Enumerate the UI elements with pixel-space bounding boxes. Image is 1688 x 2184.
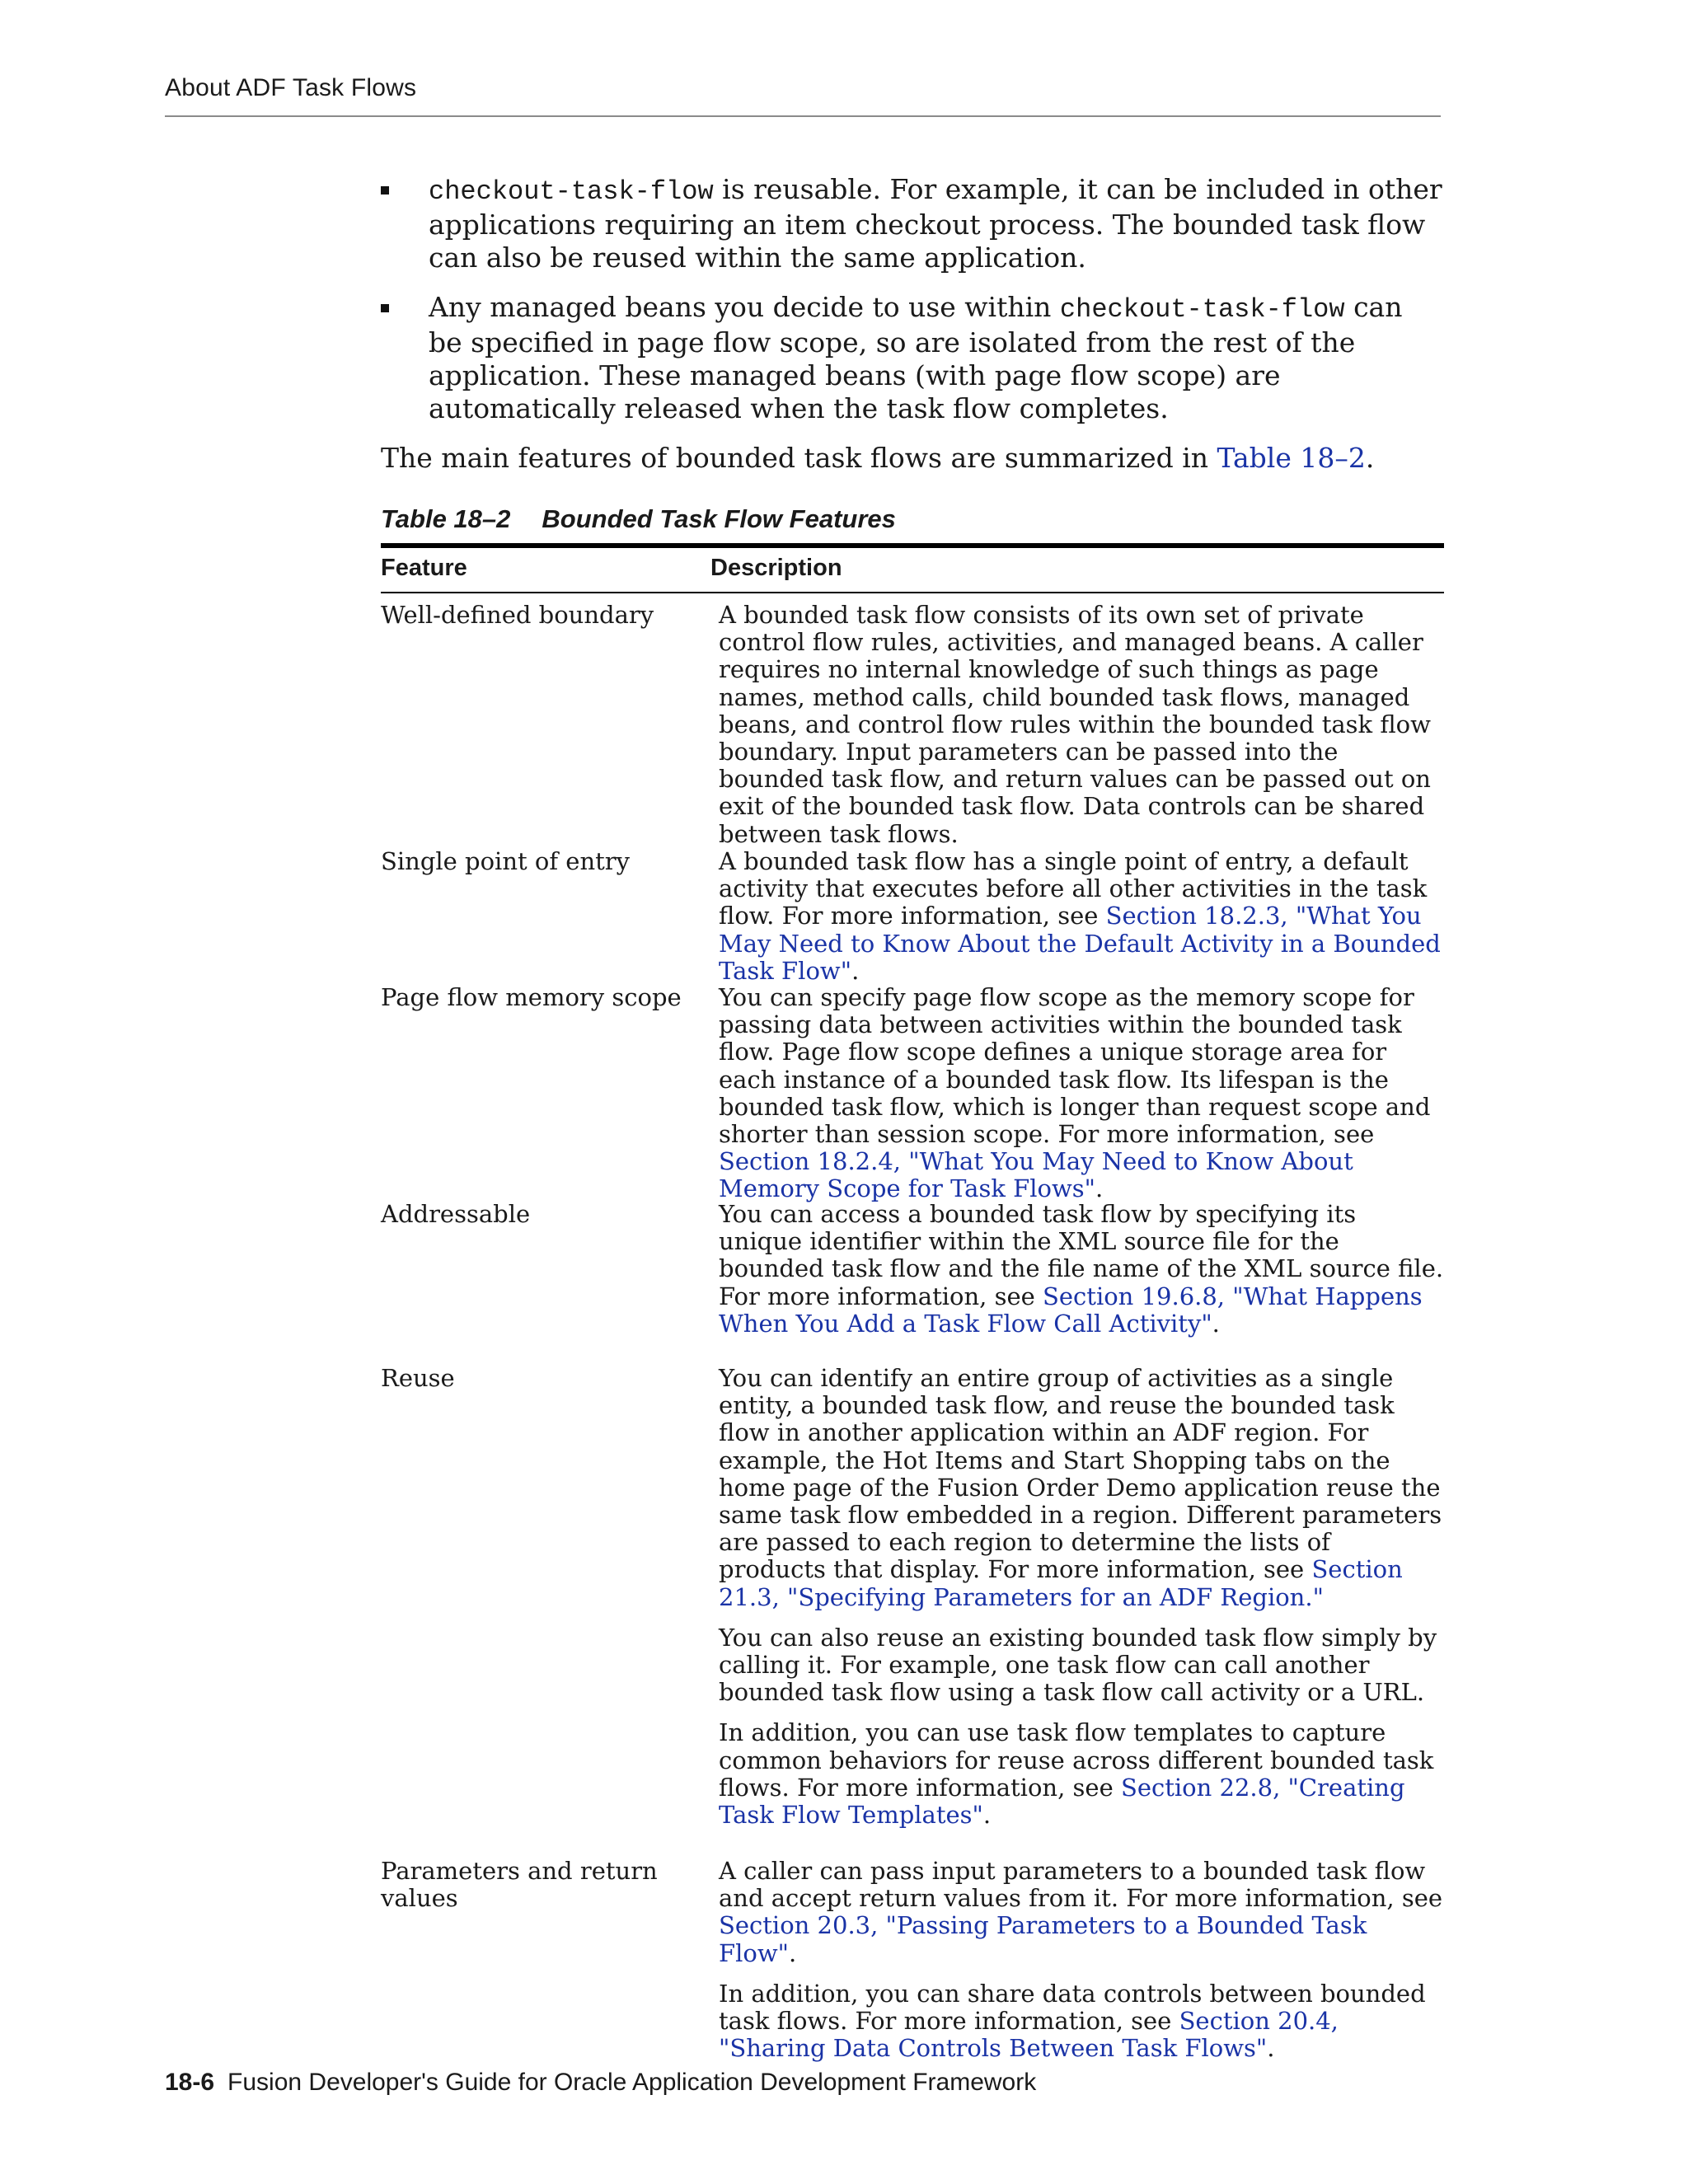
main-content — [381, 173, 1444, 475]
feature-cell: Parameters and return values — [381, 1857, 658, 1912]
page-footer — [165, 2069, 1036, 2097]
table-row — [381, 1201, 1444, 1358]
description-paragraph: A bounded task flow consists of its own set of private control flow rules, activities, and managed beans. A caller requires no internal knowledge of such things as page names, method calls, child bounded task flows, managed beans, and control flow rules within the bounded task flow boundary. Input parameters can be passed into the bounded task flow, and return values can be passed out on exit of the bounded task flow. Data controls can be shared between task flows. — [719, 601, 1431, 848]
bullet-1-text: is reusable. For example, it can be included in other applications requiring an item checkout process. The bounded task flow can also be reused within the same application. — [429, 173, 1442, 274]
feature-cell: Well-defined boundary — [381, 601, 654, 629]
description-cell — [719, 1201, 1444, 1358]
section-18-2-3-link[interactable]: Section 18.2.3, "What You May Need to Know About the Default Activity in a Bounded Task Flow" — [719, 902, 1441, 985]
code-checkout-task-flow: checkout-task-flow — [429, 176, 714, 207]
code-checkout-task-flow: checkout-task-flow — [1059, 294, 1345, 325]
section-20-3-link[interactable]: Section 20.3, "Passing Parameters to a Bounded Task Flow" — [719, 1911, 1367, 1967]
running-header: About ADF Task Flows — [165, 74, 417, 101]
table-header-rule — [381, 592, 1444, 593]
description-text: A bounded task flow has a single point of entry, a default activity that executes before all other activities in the task flow. For more information, see — [719, 847, 1428, 930]
header-rule — [165, 115, 1441, 117]
intro-paragraph — [381, 442, 1444, 475]
description-paragraph — [719, 1719, 1444, 1829]
bullet-2-text-before: Any managed beans you decide to use within — [429, 291, 1060, 323]
intro-text: The main features of bounded task flows are summarized in — [381, 442, 1217, 474]
page-number: 18-6 — [165, 2069, 215, 2096]
description-paragraph — [719, 1201, 1444, 1338]
table-caption-number: Table 18–2 — [381, 504, 511, 533]
description-end: . — [1267, 2034, 1275, 2063]
description-end: . — [851, 956, 860, 985]
feature-cell: Page flow memory scope — [381, 983, 682, 1011]
description-text: You can access a bounded task flow by specifying its unique identifier within the XML source file for the bounded task flow and the file name of the XML source file. For more information, see — [719, 1200, 1444, 1310]
description-cell — [719, 1857, 1444, 2063]
description-end: . — [789, 1938, 797, 1967]
table-18-2-link[interactable]: Table 18–2 — [1217, 442, 1366, 474]
table-body — [381, 601, 1444, 2063]
table-row — [381, 1365, 1444, 1851]
bullet-list — [381, 173, 1444, 425]
section-19-6-8-link[interactable]: Section 19.6.8, "What Happens When You Add a Task Flow Call Activity" — [719, 1282, 1423, 1338]
description-cell — [719, 1365, 1444, 1851]
description-paragraph — [719, 848, 1444, 985]
bullet-2-text-after: can be specified in page flow scope, so are isolated from the rest of the application. These managed beans (with page flow scope) are automatically released when the task flow completes. — [429, 291, 1403, 424]
table-caption — [381, 504, 896, 534]
description-end: . — [982, 1801, 992, 1830]
description-text: You can identify an entire group of activities as a single entity, a bounded task flow, and reuse the bounded task flow in another application within an ADF region. For example, the Hot Items and Start Shopping tabs on the home page of the Fusion Order Demo application reuse the same task flow embedded in a region. Different parameters are passed to each region to determine the lists of products that display. For more information, see — [719, 1364, 1442, 1584]
table-row — [381, 601, 1444, 848]
table-row — [381, 847, 1444, 985]
section-18-2-4-link[interactable]: Section 18.2.4, "What You May Need to Know About Memory Scope for Task Flows" — [719, 1147, 1353, 1203]
description-end: . — [1095, 1174, 1104, 1203]
square-bullet-icon — [381, 304, 389, 312]
description-paragraph: You can also reuse an existing bounded task flow simply by calling it. For example, one task flow can call another bounded task flow using a task flow call activity or a URL. — [719, 1623, 1437, 1707]
table-row — [381, 983, 1444, 1203]
book-title: Fusion Developer's Guide for Oracle Application Development Framework — [227, 2069, 1037, 2096]
description-paragraph — [719, 1365, 1444, 1611]
table-top-rule — [381, 543, 1444, 548]
description-cell — [719, 601, 1444, 848]
description-paragraph — [719, 984, 1444, 1203]
bullet-item-1 — [381, 173, 1444, 274]
description-paragraph — [719, 1858, 1444, 1967]
section-21-3-link[interactable]: Section 21.3, "Specifying Parameters for an ADF Region." — [719, 1555, 1403, 1611]
column-header-description: Description — [710, 555, 842, 581]
description-end: . — [1212, 1309, 1220, 1338]
description-cell — [719, 983, 1444, 1203]
feature-cell: Addressable — [381, 1200, 531, 1228]
table-row — [381, 1857, 1444, 2063]
square-bullet-icon — [381, 186, 389, 194]
description-text: In addition, you can use task flow templates to capture common behaviors for reuse across different bounded task flows. For more information, see — [719, 1718, 1434, 1802]
section-22-8-link[interactable]: Section 22.8, "Creating Task Flow Templates" — [719, 1773, 1405, 1830]
description-paragraph — [719, 1980, 1444, 2063]
description-text: A caller can pass input parameters to a bounded task flow and accept return values from it. For more information, see — [719, 1857, 1443, 1913]
description-text: You can specify page flow scope as the memory scope for passing data between activities within the bounded task flow. Page flow scope defines a unique storage area for each instance of a bounded task flow. Its lifespan is the bounded task flow, which is longer than request scope and shorter than session scope. For more information, see — [719, 983, 1431, 1149]
feature-cell: Reuse — [381, 1364, 455, 1392]
bullet-item-2 — [381, 291, 1444, 425]
intro-end: . — [1365, 442, 1375, 474]
section-20-4-link[interactable]: Section 20.4, "Sharing Data Controls Between Task Flows" — [719, 2007, 1339, 2063]
table-header-row — [381, 550, 1444, 589]
column-header-feature: Feature — [381, 555, 467, 581]
description-text: In addition, you can share data controls between bounded task flows. For more information, see — [719, 1979, 1426, 2036]
feature-cell: Single point of entry — [381, 847, 631, 875]
description-cell — [719, 847, 1444, 985]
table-caption-title: Bounded Task Flow Features — [542, 504, 896, 533]
